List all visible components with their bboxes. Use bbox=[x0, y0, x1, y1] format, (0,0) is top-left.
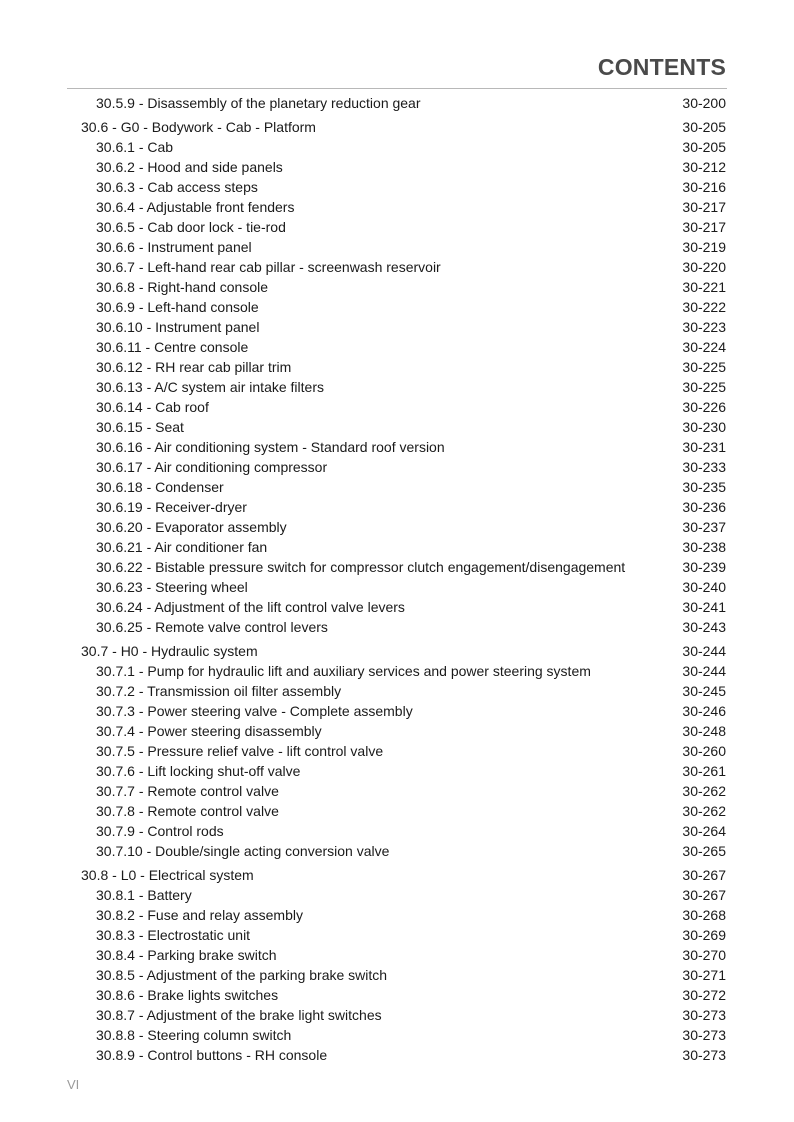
toc-page-number: 30-216 bbox=[682, 179, 726, 195]
toc-section-label: 30.7 - H0 - Hydraulic system bbox=[81, 643, 258, 659]
toc-entry-label: 30.6.22 - Bistable pressure switch for compressor clutch engagement/disengagement bbox=[96, 559, 626, 575]
toc-page-number: 30-226 bbox=[682, 399, 726, 415]
toc-entry-label: 30.7.2 - Transmission oil filter assembly bbox=[96, 683, 342, 699]
toc-page-number: 30-244 bbox=[682, 643, 726, 659]
toc-entry-row[interactable] bbox=[0, 761, 794, 781]
toc-section-row[interactable] bbox=[0, 641, 794, 661]
toc-page-number: 30-224 bbox=[682, 339, 726, 355]
toc-entry-label: 30.6.18 - Condenser bbox=[96, 479, 224, 495]
toc-page-number: 30-237 bbox=[682, 519, 726, 535]
toc-entry-label: 30.6.13 - A/C system air intake filters bbox=[96, 379, 324, 395]
toc-entry-row[interactable] bbox=[0, 821, 794, 841]
toc-entry-row[interactable] bbox=[0, 437, 794, 457]
toc-entry-row[interactable] bbox=[0, 277, 794, 297]
toc-entry-row[interactable] bbox=[0, 617, 794, 637]
toc-entry-label: 30.7.10 - Double/single acting conversion valve bbox=[96, 843, 390, 859]
toc-entry-row[interactable] bbox=[0, 885, 794, 905]
toc-entry-label: 30.8.4 - Parking brake switch bbox=[96, 947, 277, 963]
toc-entry-label: 30.7.1 - Pump for hydraulic lift and auxiliary services and power steering system bbox=[96, 663, 591, 679]
toc-page-number: 30-246 bbox=[682, 703, 726, 719]
page-title: CONTENTS bbox=[597, 54, 726, 80]
toc-entry-row[interactable] bbox=[0, 237, 794, 257]
toc-page-number: 30-273 bbox=[682, 1027, 726, 1043]
toc-page-number: 30-220 bbox=[682, 259, 726, 275]
toc-entry-label: 30.6.25 - Remote valve control levers bbox=[96, 619, 328, 635]
toc-page-number: 30-240 bbox=[682, 579, 726, 595]
toc-entry-row[interactable] bbox=[0, 597, 794, 617]
toc-page-number: 30-205 bbox=[682, 119, 726, 135]
toc-entry-label: 30.8.6 - Brake lights switches bbox=[96, 987, 279, 1003]
toc-entry-row[interactable] bbox=[0, 377, 794, 397]
toc-page-number: 30-262 bbox=[682, 783, 726, 799]
toc-entry-label: 30.7.7 - Remote control valve bbox=[96, 783, 279, 799]
toc-page-number: 30-262 bbox=[682, 803, 726, 819]
toc-entry-row[interactable] bbox=[0, 417, 794, 437]
toc-page-number: 30-264 bbox=[682, 823, 726, 839]
toc-page-number: 30-230 bbox=[682, 419, 726, 435]
toc-entry-label: 30.7.5 - Pressure relief valve - lift control valve bbox=[96, 743, 384, 759]
toc-entry-row[interactable] bbox=[0, 681, 794, 701]
toc-entry-label: 30.6.4 - Adjustable front fenders bbox=[96, 199, 295, 215]
toc-entry-label: 30.7.8 - Remote control valve bbox=[96, 803, 279, 819]
toc-section-label: 30.6 - G0 - Bodywork - Cab - Platform bbox=[81, 119, 316, 135]
toc-entry-label: 30.6.10 - Instrument panel bbox=[96, 319, 260, 335]
toc-page-number: 30-225 bbox=[682, 379, 726, 395]
toc-page-number: 30-231 bbox=[682, 439, 726, 455]
toc-entry-label: 30.8.9 - Control buttons - RH console bbox=[96, 1047, 328, 1063]
toc-page-number: 30-212 bbox=[682, 159, 726, 175]
toc-entry-label: 30.6.15 - Seat bbox=[96, 419, 184, 435]
toc-entry-label: 30.6.3 - Cab access steps bbox=[96, 179, 258, 195]
toc-page-number: 30-222 bbox=[682, 299, 726, 315]
toc-page-number: 30-272 bbox=[682, 987, 726, 1003]
toc-entry-label: 30.6.21 - Air conditioner fan bbox=[96, 539, 268, 555]
toc-page-number: 30-271 bbox=[682, 967, 726, 983]
toc-page-number: 30-243 bbox=[682, 619, 726, 635]
toc-entry-row[interactable] bbox=[0, 577, 794, 597]
toc-entry-label: 30.7.3 - Power steering valve - Complete assembly bbox=[96, 703, 413, 719]
toc-page-number: 30-269 bbox=[682, 927, 726, 943]
footer-page-number: VI bbox=[67, 1077, 80, 1092]
toc-entry-row[interactable] bbox=[0, 1025, 794, 1045]
toc-page-number: 30-241 bbox=[682, 599, 726, 615]
toc-entry-label: 30.8.8 - Steering column switch bbox=[96, 1027, 292, 1043]
toc-entry-label: 30.6.19 - Receiver-dryer bbox=[96, 499, 247, 515]
toc-entry-label: 30.6.7 - Left-hand rear cab pillar - screenwash reservoir bbox=[96, 259, 441, 275]
toc-page-number: 30-221 bbox=[682, 279, 726, 295]
toc-entry-label: 30.7.9 - Control rods bbox=[96, 823, 224, 839]
toc-entry-label: 30.6.14 - Cab roof bbox=[96, 399, 209, 415]
toc-entry-row[interactable] bbox=[0, 925, 794, 945]
toc-page-number: 30-267 bbox=[682, 887, 726, 903]
toc-entry-label: 30.8.3 - Electrostatic unit bbox=[96, 927, 251, 943]
toc-page-number: 30-270 bbox=[682, 947, 726, 963]
toc-entry-label: 30.6.24 - Adjustment of the lift control valve levers bbox=[96, 599, 405, 615]
toc-entry-label: 30.6.1 - Cab bbox=[96, 139, 174, 155]
table-of-contents bbox=[0, 93, 794, 1065]
toc-entry-row[interactable] bbox=[0, 137, 794, 157]
toc-entry-label: 30.6.23 - Steering wheel bbox=[96, 579, 248, 595]
toc-page-number: 30-268 bbox=[682, 907, 726, 923]
toc-page-number: 30-244 bbox=[682, 663, 726, 679]
toc-entry-label: 30.8.5 - Adjustment of the parking brake switch bbox=[96, 967, 388, 983]
toc-page-number: 30-260 bbox=[682, 743, 726, 759]
toc-entry-row[interactable] bbox=[0, 965, 794, 985]
toc-entry-row[interactable] bbox=[0, 93, 794, 113]
toc-entry-label: 30.6.12 - RH rear cab pillar trim bbox=[96, 359, 292, 375]
toc-page-number: 30-223 bbox=[682, 319, 726, 335]
toc-entry-row[interactable] bbox=[0, 197, 794, 217]
toc-page-number: 30-200 bbox=[682, 95, 726, 111]
toc-entry-row[interactable] bbox=[0, 517, 794, 537]
toc-section-row[interactable] bbox=[0, 117, 794, 137]
toc-page-number: 30-261 bbox=[682, 763, 726, 779]
toc-entry-label: 30.8.2 - Fuse and relay assembly bbox=[96, 907, 303, 923]
toc-entry-row[interactable] bbox=[0, 1005, 794, 1025]
toc-entry-row[interactable] bbox=[0, 157, 794, 177]
toc-page-number: 30-265 bbox=[682, 843, 726, 859]
toc-entry-label: 30.6.2 - Hood and side panels bbox=[96, 159, 283, 175]
toc-page-number: 30-219 bbox=[682, 239, 726, 255]
toc-page-number: 30-245 bbox=[682, 683, 726, 699]
toc-entry-label: 30.6.11 - Centre console bbox=[96, 339, 249, 355]
toc-entry-label: 30.6.17 - Air conditioning compressor bbox=[96, 459, 328, 475]
toc-entry-row[interactable] bbox=[0, 457, 794, 477]
toc-section-row[interactable] bbox=[0, 865, 794, 885]
toc-entry-label: 30.8.1 - Battery bbox=[96, 887, 192, 903]
toc-entry-row[interactable] bbox=[0, 781, 794, 801]
toc-entry-row[interactable] bbox=[0, 217, 794, 237]
toc-entry-row[interactable] bbox=[0, 537, 794, 557]
toc-entry-label: 30.6.9 - Left-hand console bbox=[96, 299, 259, 315]
title-divider bbox=[67, 88, 727, 89]
toc-page-number: 30-273 bbox=[682, 1007, 726, 1023]
toc-entry-row[interactable] bbox=[0, 557, 794, 577]
toc-entry-row[interactable] bbox=[0, 985, 794, 1005]
toc-entry-row[interactable] bbox=[0, 317, 794, 337]
toc-entry-label: 30.6.6 - Instrument panel bbox=[96, 239, 252, 255]
toc-entry-row[interactable] bbox=[0, 477, 794, 497]
toc-page-number: 30-236 bbox=[682, 499, 726, 515]
toc-entry-row[interactable] bbox=[0, 801, 794, 821]
toc-page-number: 30-233 bbox=[682, 459, 726, 475]
toc-entry-row[interactable] bbox=[0, 297, 794, 317]
toc-entry-label: 30.6.5 - Cab door lock - tie-rod bbox=[96, 219, 286, 235]
toc-page-number: 30-248 bbox=[682, 723, 726, 739]
toc-entry-row[interactable] bbox=[0, 397, 794, 417]
toc-page-number: 30-235 bbox=[682, 479, 726, 495]
toc-entry-label: 30.7.4 - Power steering disassembly bbox=[96, 723, 322, 739]
toc-entry-row[interactable] bbox=[0, 497, 794, 517]
toc-entry-row[interactable] bbox=[0, 357, 794, 377]
toc-entry-label: 30.6.8 - Right-hand console bbox=[96, 279, 268, 295]
toc-entry-row[interactable] bbox=[0, 741, 794, 761]
toc-page-number: 30-225 bbox=[682, 359, 726, 375]
toc-entry-label: 30.7.6 - Lift locking shut-off valve bbox=[96, 763, 301, 779]
toc-entry-label: 30.8.7 - Adjustment of the brake light switches bbox=[96, 1007, 382, 1023]
toc-page-number: 30-239 bbox=[682, 559, 726, 575]
toc-entry-row[interactable] bbox=[0, 337, 794, 357]
toc-entry-row[interactable] bbox=[0, 661, 794, 681]
toc-entry-row[interactable] bbox=[0, 177, 794, 197]
toc-section-label: 30.8 - L0 - Electrical system bbox=[81, 867, 254, 883]
toc-entry-label: 30.5.9 - Disassembly of the planetary reduction gear bbox=[96, 95, 421, 111]
toc-entry-row[interactable] bbox=[0, 721, 794, 741]
toc-entry-row[interactable] bbox=[0, 701, 794, 721]
toc-entry-row[interactable] bbox=[0, 905, 794, 925]
toc-entry-row[interactable] bbox=[0, 1045, 794, 1065]
toc-page-number: 30-217 bbox=[682, 219, 726, 235]
toc-page-number: 30-267 bbox=[682, 867, 726, 883]
toc-page-number: 30-217 bbox=[682, 199, 726, 215]
toc-entry-row[interactable] bbox=[0, 257, 794, 277]
toc-entry-label: 30.6.20 - Evaporator assembly bbox=[96, 519, 287, 535]
toc-entry-label: 30.6.16 - Air conditioning system - Standard roof version bbox=[96, 439, 445, 455]
toc-entry-row[interactable] bbox=[0, 945, 794, 965]
toc-entry-row[interactable] bbox=[0, 841, 794, 861]
toc-page-number: 30-238 bbox=[682, 539, 726, 555]
toc-page-number: 30-273 bbox=[682, 1047, 726, 1063]
toc-page-number: 30-205 bbox=[682, 139, 726, 155]
